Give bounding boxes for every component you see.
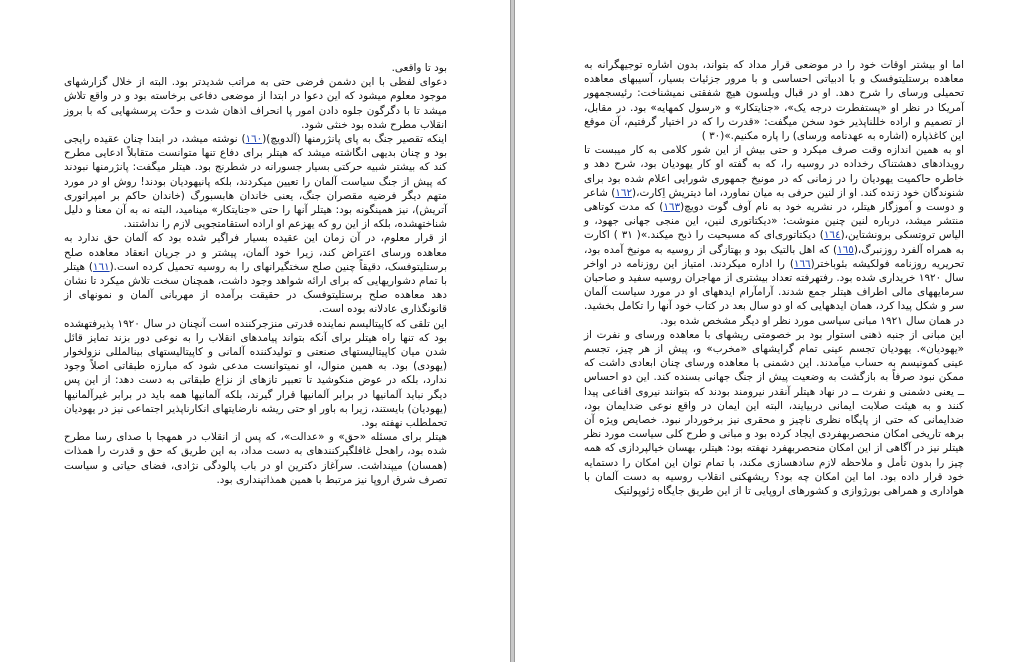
- footnote-link[interactable]: ١٦٦: [793, 257, 811, 270]
- page-right-text: [584, 58, 964, 498]
- footnote-link[interactable]: ١٦٤: [823, 229, 841, 242]
- paragraph: هیتلر برای مسئله «حق» و «عدالت»، که پس از انقلاب در همهجا با صدای رسا مطرح شده بود، راهحل غافلگیرکنندهای به دست مداد، به این طریق که حق و قدرت را همذات (همسان) میپنداشت. سرآغاز دکترین او در باب پالودگی نژادی، فضای حیاتی و سیاست تصرف شرق اروپا نیز مرتبط با همین همذاتپنداری بود.: [64, 431, 447, 486]
- paragraph: بود تا واقعی.: [391, 62, 447, 74]
- footnote-link[interactable]: ١٦٠: [245, 133, 263, 146]
- paragraph: دعوای لفظی با این دشمن فرضی حتی به مراتب شدیدتر بود. البته از خلال گزارشهای موجود معلوم میشود که این دعوا در ابتدا از موضعی دفاعی برخاسته بود و در واقع تلاش میشد تا با دگرگون جلوه دادن امور پا انحراف اذهان شدت و حدّت پرسشهایی که با بروز انقلاب مطرح شده بود خنثی شود.: [64, 76, 447, 131]
- footnote-link[interactable]: ١٦١: [92, 260, 110, 273]
- footnote-link[interactable]: ١٦٢: [615, 186, 633, 199]
- paragraph: این مبانی از جنبه ذهنی استوار بود بر خصومتی ریشهای با معاهده ورسای و نفرت از «یهودیان». یهودیان تجسم عینی تمام گرایشهای «مخرب» و، پیش از هر چیز، تجسم عینی کمونیسم به حساب میآمدند. این دشمنی با معاهده ورسای چنان ابعادی داشت که ممکن نبود صرفاً به بازگشت به وضعیت پیش از جنگ جهانی بسنده کند. این دو احساس ــ یعنی دشمنی و نفرت ــ در نهاد هیتلر آنقدر نیرومند بودند که بتوانند نیروی اقناعی پیدا کنند و به هیئت صلابت ایمانی دربیایند، البته این ایمان در واقع نوعی ضدایمان بود، ضدایمانی که حتی از پایگاه نظری ناچیز و محقری نیز برخوردار نبود. خصایص ویژه آن برهه تاریخی امکان منحصربهفردی ایجاد کرده بود و مبانی و طرح کلی سیاست مورد نظر هیتلر نیز در آگاهی از این امکان منحصربهفرد نهفته بود: هیتلر، بهسان خیالپردازی که همه چیز را بدون تأمل و ملاحظه لازم سادهسازی مکند، با تمام توان این امکان را دستمایه خود قرار داده بود. اما این امکان چه بود؟ ریشهکنی انقلاب روسیه به دست آلمان با هواداری و همراهی بورژوازی و کشورهای اروپایی تا از این طریق جایگاه ژئوپولتیک: [584, 328, 964, 498]
- paragraph: او به همین اندازه وقت صرف میکرد و حتی بیش از این شور کلامی به کار میبست تا رویدادهای دهشتناک رخداده در روسیه را، که به گفته او کار یهودیان بود، شرح دهد و خاطره حاکمیت یهودیان را در زمانی که در مونیخ جمهوری شورایی اعلام شده بود برای شنوندگان خود زنده کند. او از لنین حرفی به میان نماورد، اما دیتریش اِکارت،(١٦٢) شاعر و دوست و آموزگار هیتلر، در نشریه خود به نام آوف گوت دویچ(١٦٣) که مدت کوتاهی منتشر میشد، درباره لنین چنین منوشت: «دیکتاتوری لنین، این منجی جهانی جهود، و الیاس تروتسکی برونشتاین،(١٦٤) دیکتاتوری‌ای که مسیحیت را ذبح میکند.»( ٣١ ) اکارت به همراه آلفرد روزنبرگ،(١٦٥) که اهل بالتیک بود و بهتازگی از روسیه به مونیخ آمده بود، تحریریه روزنامه فولکیشه بئوباختر(١٦٦) را اداره میکردند. امتیاز این روزنامه در اواخر سال ١٩٢٠ خریداری شده بود. رفتهرفته تعداد بیشتری از مهاجران روسیه سفید و صاحبان سرمایههای مالی اطراف هیتلر جمع شدند. آرامآرام ایدههای او در مورد سیاست آلمان سر و شکل پیدا کرد، همان ایدههایی که او دو سال بعد در کتاب خود آنها را تکامل بخشید. در همان سال ١٩٢١ مبانی سیاسی مورد نظر او دیگر مشخص شده بود.: [584, 144, 965, 327]
- page-right[interactable]: [514, 0, 1027, 662]
- footnote-link[interactable]: ١٦٣: [663, 201, 681, 214]
- paragraph: اما او بیشتر اوقات خود را در موضعی قرار مداد که بتواند، بدون اشاره توجیهگرانه به معاهده برستلیتوفسک و با ادبیاتی احساسی و با مرور جزئیات بسیار، آسیبهای معاهده تحمیلی ورسای را شرح دهد. او در قبال ویلسون هیچ شفقتی نمیشناخت: رئیسجمهور آمریکا در نظر او «پستفطرت درجه یک»، «جنایتکار» و «رسول کمهایه» بود. در مقابل، از تصمیم و اراده خللناپذیر خود سخن میگفت: «قدرت را که در اختیار گرفتیم، آن موقع این کاغذپاره (اشاره به عهدنامه ورسای) را پاره مکنیم.»(٣٠ ): [584, 59, 964, 143]
- paragraph: اینکه تقصیر جنگ به پای پانژرمنها (آلدویچ)(١٦٠) نوشته میشد، در ابتدا چنان عقیده رایجی بود و چنان بدیهی انگاشته میشد که هیتلر برای دفاع تنها متوانست متقابلاً ادعایی مطرح کند که بیشتر شبیه حرکتی بسیار جسورانه در شطرنج بود. هیتلر میگفت: پانژرمنها نبودند که پیش از جنگ سیاست آلمان را تعیین میکردند، بلکه پانیهودیان بودند! روش او در مورد متهم دیگر فرضیه مقصران جنگ، یعنی خاندان هابسبورگ (خاندان حاکم بر امپراتوری آتریش)، نیز همینگونه بود: هیتلر آنها را حتی «جنایتکار» مینامید، البته نه به آن معنا و دلیل شناختهشده، بلکه از این رو که یهزعم او اراده استقامتجویی لازم را نداشتند.: [64, 133, 447, 231]
- footnote-link[interactable]: ١٦٥: [837, 243, 854, 256]
- page-left[interactable]: [0, 0, 511, 662]
- page-left-text: [64, 61, 447, 487]
- paragraph: این تلقی که کاپیتالیسم نماینده قدرتی منزجرکننده است آنچنان در سال ١٩٢٠ پذیرفتهشده بود که تنها راه هیتلر برای آنکه بتواند پیامدهای انقلاب را به نوعی دور بزند تمایز قائل شدن میان کاپیتالیستهای صنعتی و تولیدکننده آلمانی و کاپیتالیستهای بینالمللی نزولخوار (یهودی) بود. به همین منوال، او نمیتوانست مدعی شود که مبارزه طبقاتی اصلاً وجود ندارد، بلکه در عوض منکوشید تا تعبیر تازهای از نزاع طبقاتی به دست دهد: از این پس دیگر نباید آلمانیها در برابر آلمانیها قرار گیرند، بلکه آلمانیها همه باید در برابر غیرآلمانیها (یهودیان) بایستند، زیرا به باور او حتی ریشه نارضایتهای انکارناپذیر اجتماعی نیز در یهودیان تحملطلب نهفته بود.: [64, 317, 447, 430]
- paragraph: از قرار معلوم، در آن زمان این عقیده بسیار فراگیر شده بود که آلمان حق ندارد به معاهده ورسای اعتراض کند، زیرا خود آلمان، پیشتر و در جریان انعقاد معاهده صلح برستلیتوفسک، دقیقاً چنین صلح سختگیرانهای را به روسیه تحمیل کرده است.(١٦١) هیتلر با تمام دشواریهایی که برای ارائه شواهد وجود داشت، همچنان سخت تلاش میکرد تا نشان دهد معاهده صلح برستلیتوفسک در حقیقت برآمده از مهربانی آلمان و نمونهای از قانونگذاری عادلانه بوده است.: [64, 232, 447, 316]
